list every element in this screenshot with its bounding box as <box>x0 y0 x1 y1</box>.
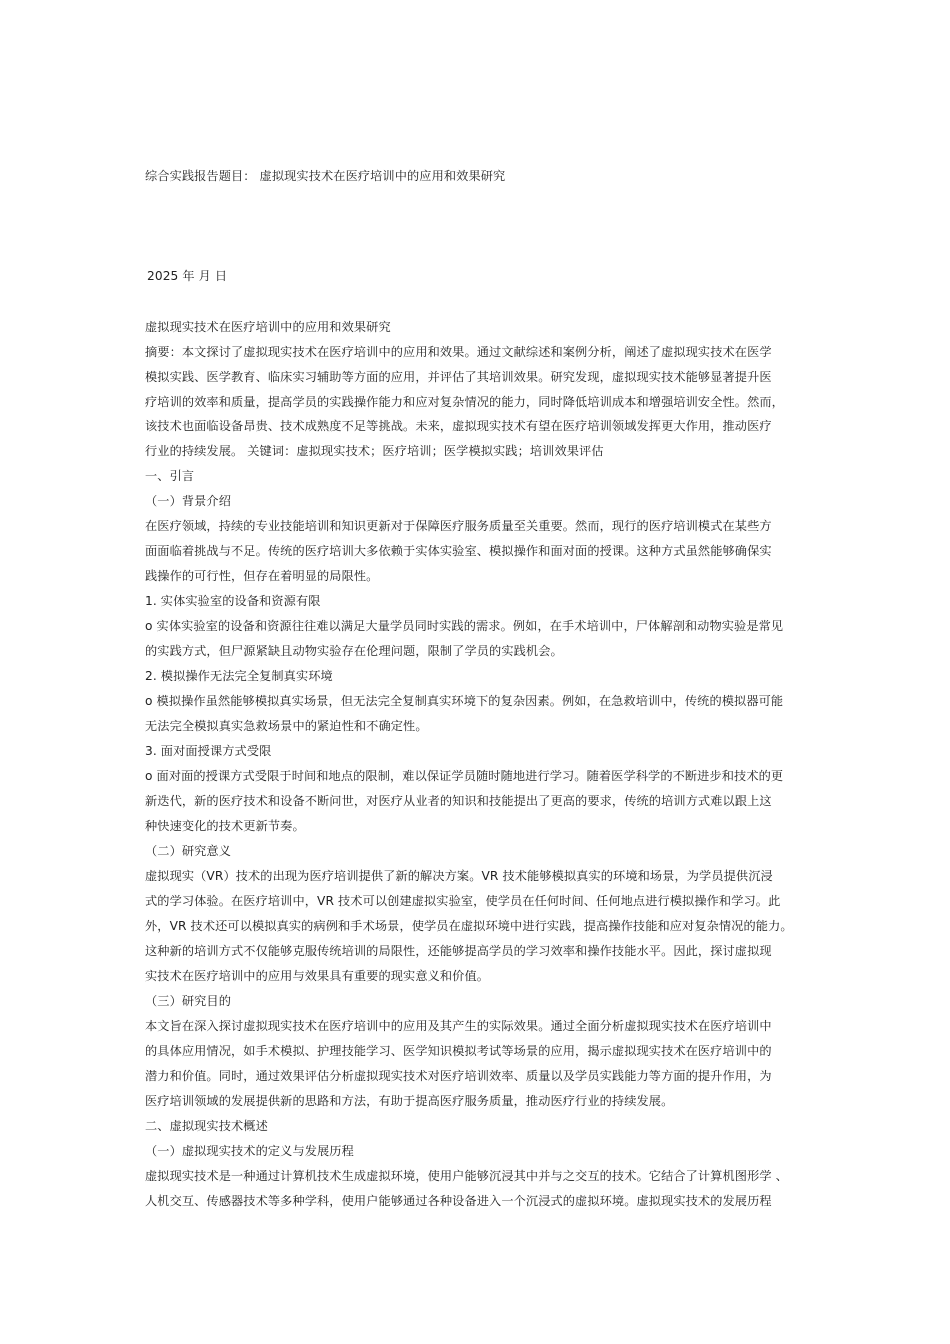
paragraph-line: 医疗培训领域的发展提供新的思路和方法，有助于提高医疗服务质量，推动医疗行业的持续发展。 <box>145 1094 674 1108</box>
paragraph-line: 面面临着挑战与不足。传统的医疗培训大多依赖于实体实验室、模拟操作和面对面的授课。这种方式虽然能够确保实 <box>145 544 772 558</box>
abstract-line: 该技术也面临设备昂贵、技术成熟度不足等挑战。未来，虚拟现实技术有望在医疗培训领域发挥更大作用，推动医疗 <box>145 419 772 433</box>
paper-title: 虚拟现实技术在医疗培训中的应用和效果研究 <box>145 320 391 334</box>
paragraph-line: 外，VR 技术还可以模拟真实的病例和手术场景，使学员在虚拟环境中进行实践，提高操作技能和应对复杂情况的能力。 <box>145 919 793 933</box>
abstract-line: 摘要：本文探讨了虚拟现实技术在医疗培训中的应用和效果。通过文献综述和案例分析，阐述了虚拟现实技术在医学 <box>145 345 772 359</box>
paragraph-line: 践操作的可行性，但存在着明显的局限性。 <box>145 569 379 583</box>
list-item-heading: 2. 模拟操作无法完全复制真实环境 <box>145 669 333 683</box>
paragraph-line: 这种新的培训方式不仅能够克服传统培训的局限性，还能够提高学员的学习效率和操作技能水平。因此，探讨虚拟现 <box>145 944 772 958</box>
subsection-heading: （三）研究目的 <box>145 994 232 1008</box>
list-item-heading: 3. 面对面授课方式受限 <box>145 744 272 758</box>
list-item-text: 无法完全模拟真实急救场景中的紧迫性和不确定性。 <box>145 719 428 733</box>
paragraph-line: 的具体应用情况，如手术模拟、护理技能学习、医学知识模拟考试等场景的应用，揭示虚拟现实技术在医疗培训中的 <box>145 1044 772 1058</box>
list-item-text: o 面对面的授课方式受限于时间和地点的限制，难以保证学员随时随地进行学习。随着医学科学的不断进步和技术的更 <box>145 769 784 783</box>
section-heading: 一、引言 <box>145 469 195 483</box>
subsection-heading: （一）背景介绍 <box>145 494 232 508</box>
keywords-line: 行业的持续发展。 关键词：虚拟现实技术；医疗培训；医学模拟实践；培训效果评估 <box>145 444 604 458</box>
report-title: 综合实践报告题目： 虚拟现实技术在医疗培训中的应用和效果研究 <box>145 169 506 183</box>
report-date: 2025 年 月 日 <box>147 269 228 283</box>
paragraph-line: 本文旨在深入探讨虚拟现实技术在医疗培训中的应用及其产生的实际效果。通过全面分析虚拟现实技术在医疗培训中 <box>145 1019 772 1033</box>
section-heading: 二、虚拟现实技术概述 <box>145 1119 268 1133</box>
list-item-heading: 1. 实体实验室的设备和资源有限 <box>145 594 321 608</box>
paragraph-line: 在医疗领域，持续的专业技能培训和知识更新对于保障医疗服务质量至关重要。然而，现行的医疗培训模式在某些方 <box>145 519 772 533</box>
paragraph-line: 潜力和价值。同时，通过效果评估分析虚拟现实技术对医疗培训效率、质量以及学员实践能力等方面的提升作用，为 <box>145 1069 772 1083</box>
paragraph-line: 人机交互、传感器技术等多种学科，使用户能够通过各种设备进入一个沉浸式的虚拟环境。虚拟现实技术的发展历程 <box>145 1194 772 1208</box>
list-item-text: o 模拟操作虽然能够模拟真实场景，但无法完全复制真实环境下的复杂因素。例如，在急救培训中，传统的模拟器可能 <box>145 694 784 708</box>
list-item-text: 的实践方式，但尸源紧缺且动物实验存在伦理问题，限制了学员的实践机会。 <box>145 644 563 658</box>
abstract-line: 疗培训的效率和质量，提高学员的实践操作能力和应对复杂情况的能力，同时降低培训成本和增强培训安全性。然而， <box>145 395 784 409</box>
list-item-text: o 实体实验室的设备和资源往往难以满足大量学员同时实践的需求。例如，在手术培训中，尸体解剖和动物实验是常见 <box>145 619 784 633</box>
list-item-text: 种快速变化的技术更新节奏。 <box>145 819 305 833</box>
paragraph-line: 实技术在医疗培训中的应用与效果具有重要的现实意义和价值。 <box>145 969 490 983</box>
paragraph-line: 虚拟现实（VR）技术的出现为医疗培训提供了新的解决方案。VR 技术能够模拟真实的环境和场景，为学员提供沉浸 <box>145 869 773 883</box>
subsection-heading: （一）虚拟现实技术的定义与发展历程 <box>145 1144 354 1158</box>
abstract-line: 模拟实践、医学教育、临床实习辅助等方面的应用，并评估了其培训效果。研究发现，虚拟现实技术能够显著提升医 <box>145 370 772 384</box>
list-item-text: 新迭代，新的医疗技术和设备不断问世，对医疗从业者的知识和技能提出了更高的要求，传统的培训方式难以跟上这 <box>145 794 772 808</box>
subsection-heading: （二）研究意义 <box>145 844 232 858</box>
paragraph-line: 虚拟现实技术是一种通过计算机技术生成虚拟环境，使用户能够沉浸其中并与之交互的技术。它结合了计算机图形学 、 <box>145 1169 788 1183</box>
paragraph-line: 式的学习体验。在医疗培训中，VR 技术可以创建虚拟实验室，使学员在任何时间、任何地点进行模拟操作和学习。此 <box>145 894 781 908</box>
